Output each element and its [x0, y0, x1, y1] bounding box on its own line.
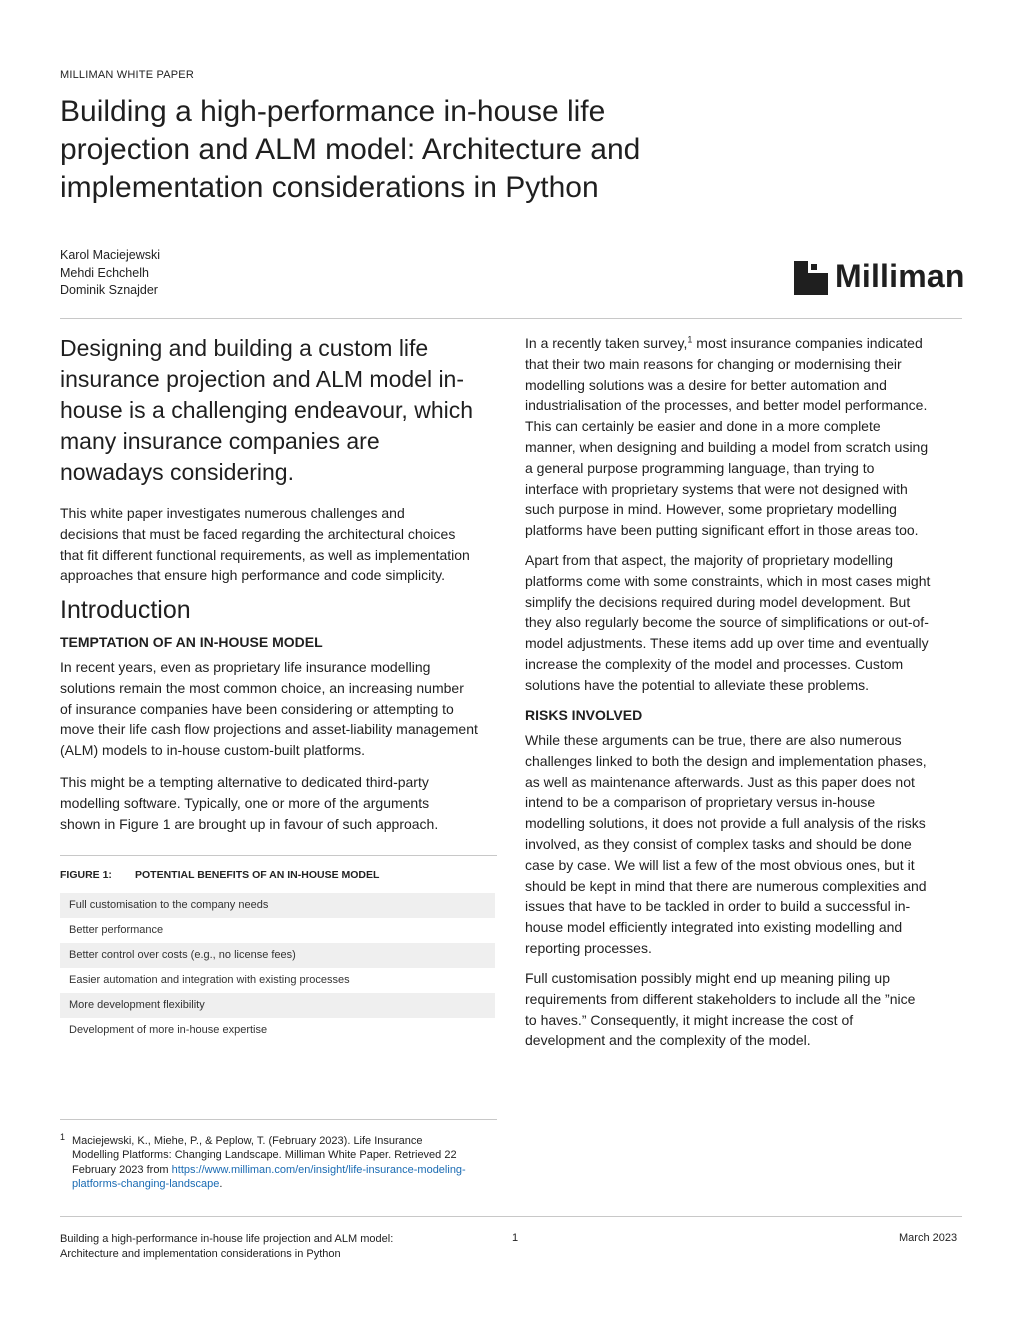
table-row: Development of more in-house expertise: [69, 1024, 268, 1036]
text-line: issues that have to be tackled in order to build a successful in-: [525, 898, 911, 915]
figure-caption: [60, 869, 379, 881]
text-line: challenges linked to both the design and implementation phases,: [525, 752, 927, 769]
figure-benefits-table: [60, 893, 495, 1043]
subheading-risks: RISKS INVOLVED: [525, 707, 643, 723]
text-line: This might be a tempting alternative to dedicated third-party: [60, 774, 429, 790]
text-line: interface with proprietary systems that were not designed with: [525, 480, 908, 497]
footnote-line: [72, 1177, 466, 1191]
body-paragraph: [525, 333, 928, 541]
text-line: In recent years, even as proprietary life insurance modelling: [60, 659, 431, 675]
footnote-link-continued[interactable]: platforms-changing-landscape: [72, 1177, 220, 1190]
table-row: Better control over costs (e.g., no license fees): [60, 943, 495, 968]
text-line: solutions remain the most common choice, an increasing number: [60, 679, 464, 696]
summary-paragraph: [60, 503, 470, 586]
body-paragraph: [525, 968, 915, 1051]
body-paragraph: [525, 730, 927, 959]
logo-wordmark: Milliman: [835, 258, 965, 294]
footnote-rule: [60, 1119, 497, 1120]
text-line: (ALM) models to in-house custom-built platforms.: [60, 742, 365, 759]
footer-document-title: [60, 1232, 393, 1261]
footer-divider: [60, 1216, 962, 1217]
text-line: modelling software. Typically, one or more of the arguments: [60, 794, 430, 811]
text-fragment: most insurance companies indicated: [692, 335, 923, 351]
text-line: to haves.” Consequently, it might increase the cost of: [525, 1011, 854, 1028]
text-line: modelling solutions, it does not provide a full analysis of the risks: [525, 815, 926, 832]
text-line: a general purpose programming language, than trying to: [525, 459, 875, 476]
milliman-logo: [794, 258, 965, 299]
table-row: Full customisation to the company needs: [60, 893, 495, 918]
text-line: such purpose in mind. However, some proprietary modelling: [525, 501, 897, 518]
table-row: More development flexibility: [60, 993, 495, 1018]
lede-paragraph: [60, 333, 500, 488]
lede-line: insurance projection and ALM model in-: [60, 366, 465, 392]
text-line: platforms come with some constraints, which in most cases might: [525, 572, 931, 589]
title-line: projection and ALM model: Architecture and: [60, 133, 641, 166]
figure-label: FIGURE 1:: [60, 869, 112, 881]
document-kicker: MILLIMAN WHITE PAPER: [60, 69, 194, 81]
lede-line: nowadays considering.: [60, 459, 294, 485]
lede-line: many insurance companies are: [60, 428, 380, 454]
page-number: 1: [512, 1232, 519, 1244]
footer-line: Architecture and implementation considerations in Python: [60, 1247, 341, 1260]
subheading-temptation: TEMPTATION OF AN IN-HOUSE MODEL: [60, 634, 323, 650]
footer-line: Building a high-performance in-house life projection and ALM model:: [60, 1233, 394, 1245]
figure-top-rule: [60, 855, 497, 856]
text-line: shown in Figure 1 are brought up in favour of such approach.: [60, 815, 439, 832]
body-paragraph: [60, 657, 478, 761]
author-name: Dominik Sznajder: [60, 283, 158, 297]
author-list: [60, 247, 160, 300]
text-fragment: In a recently taken survey,: [525, 335, 688, 351]
author-name: Mehdi Echchelh: [60, 265, 149, 280]
footnote-line: Modelling Platforms: Changing Landscape. Milliman White Paper. Retrieved 22: [72, 1149, 457, 1162]
text-line: as well as maintenance afterwards. Just as this paper does not: [525, 773, 915, 790]
text-line: requirements from different stakeholders to include all the ”nice: [525, 990, 916, 1007]
footnote-text: [72, 1134, 466, 1191]
footnote-text-fragment: February 2023 from: [72, 1163, 172, 1176]
body-paragraph: [525, 550, 930, 696]
text-line: solutions have the potential to alleviate these problems.: [525, 676, 869, 693]
table-row: Better performance: [69, 924, 164, 936]
text-line: intend to be a comparison of proprietary versus in-house: [525, 794, 876, 811]
footnote-text-fragment: .: [219, 1177, 223, 1190]
text-line: model adjustments. These items add up over time and eventually: [525, 635, 929, 652]
text-line: that their two main reasons for changing or modernising their: [525, 355, 902, 372]
text-line: of insurance companies have been considering or attempting to: [60, 700, 454, 717]
milliman-logo-mark-icon: [794, 261, 828, 295]
text-line: that fit different functional requirements, as well as implementation: [60, 546, 470, 563]
title-line: implementation considerations in Python: [60, 171, 599, 204]
text-line: move their life cash flow projections and asset-liability management: [60, 721, 478, 738]
text-line: simplify the decisions required during model development. But: [525, 593, 911, 610]
text-line: Full customisation possibly might end up meaning piling up: [525, 970, 890, 986]
title-line: Building a high-performance in-house life: [60, 95, 606, 128]
text-line: While these arguments can be true, there are also numerous: [525, 732, 902, 748]
text-line: This white paper investigates numerous challenges and: [60, 505, 405, 521]
text-line: reporting processes.: [525, 939, 652, 956]
text-line: house model efficiently integrated into existing modelling and: [525, 919, 903, 936]
text-line: [525, 333, 928, 354]
text-line: decisions that must be faced regarding the architectural choices: [60, 525, 456, 542]
text-line: industrialisation of the processes, and better model performance.: [525, 397, 928, 414]
text-line: increase the complexity of the model and processes. Custom: [525, 655, 904, 672]
footnote-link[interactable]: https://www.milliman.com/en/insight/life-insurance-modeling-: [171, 1163, 466, 1176]
footnote-line: [72, 1163, 466, 1177]
figure-title: POTENTIAL BENEFITS OF AN IN-HOUSE MODEL: [135, 869, 380, 881]
author-name: Karol Maciejewski: [60, 248, 161, 262]
text-line: involved, as they consist of complex tasks and should be done: [525, 835, 912, 852]
text-line: development and the complexity of the model.: [525, 1032, 811, 1049]
text-line: platforms have been putting significant effort in those areas too.: [525, 522, 919, 539]
lede-line: Designing and building a custom life: [60, 335, 429, 361]
text-line: modelling solutions was a desire for better automation and: [525, 376, 887, 393]
text-line: should be kept in mind that there are numerous complexities and: [525, 877, 927, 894]
header-divider: [60, 318, 962, 319]
section-heading-introduction: Introduction: [60, 596, 191, 624]
body-paragraph: [60, 772, 438, 834]
text-line: case by case. We will list a few of the most obvious ones, but it: [525, 856, 915, 873]
lede-line: house is a challenging endeavour, which: [60, 397, 474, 423]
footnote-reference[interactable]: 1: [687, 334, 693, 345]
text-line: Apart from that aspect, the majority of proprietary modelling: [525, 552, 894, 568]
footnote-line: Maciejewski, K., Miehe, P., & Peplow, T. (February 2023). Life Insurance: [72, 1135, 423, 1147]
text-line: manner, when designing and building a model from scratch using: [525, 438, 929, 455]
text-line: approaches that ensure high performance and code simplicity.: [60, 567, 445, 584]
publication-date: March 2023: [899, 1232, 958, 1244]
text-line: they also regularly become the source of simplifications or out-of-: [525, 614, 929, 631]
table-row: Easier automation and integration with existing processes: [69, 974, 350, 986]
footnote-number: 1: [60, 1132, 66, 1142]
text-line: This can certainly be easier and done in a more complete: [525, 418, 881, 435]
document-title: [60, 93, 760, 207]
